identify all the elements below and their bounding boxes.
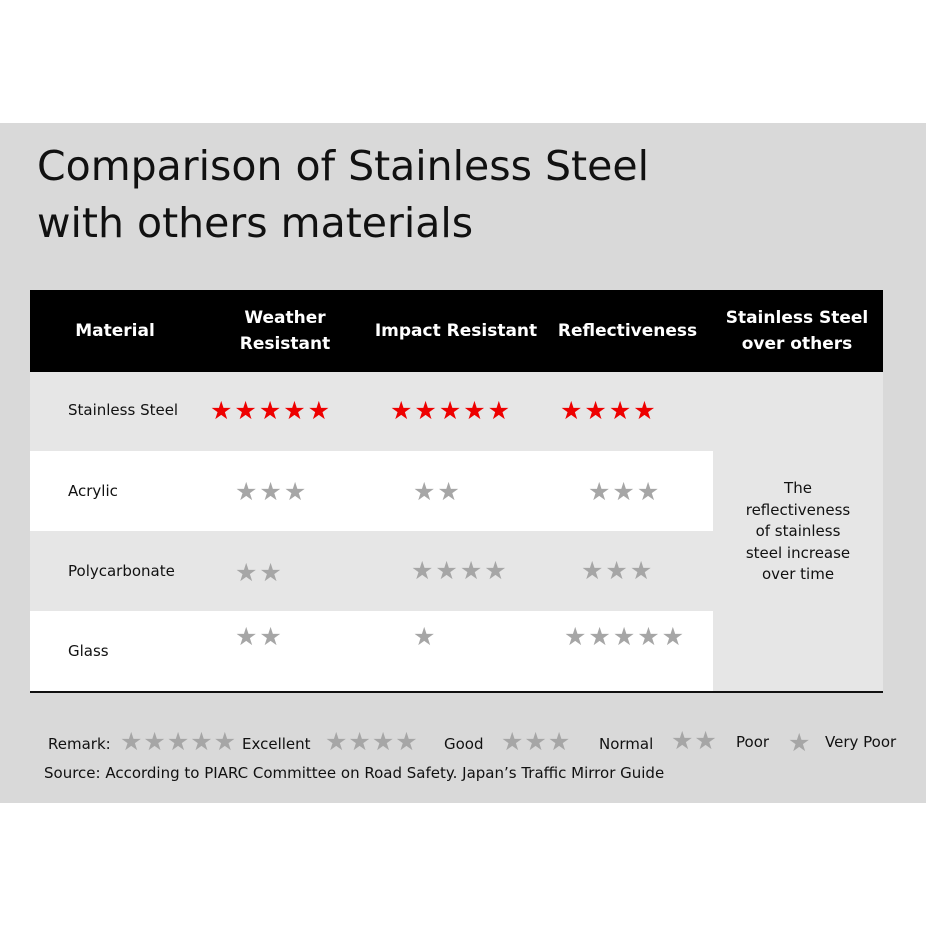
reflectiveness-note: The reflectiveness of stainless steel increase over time (745, 479, 851, 583)
legend-label-poor: Poor (736, 733, 770, 751)
table-row (30, 611, 713, 691)
reflect-rating-stars: ★★★★ (560, 396, 658, 425)
comparison-table (30, 290, 883, 692)
reflect-rating-stars: ★★★ (581, 556, 655, 585)
page-title (37, 138, 857, 252)
legend-label-excellent: Excellent (242, 735, 311, 753)
impact-rating-stars: ★★★★ (411, 556, 509, 585)
weather-rating-stars: ★★ (235, 622, 284, 651)
legend-stars-very-poor: ★ (788, 728, 812, 757)
source-citation: Source: According to PIARC Committee on Road Safety. Japan’s Traffic Mirror Guide (44, 764, 665, 782)
header-material: Material (75, 321, 155, 341)
material-label: Glass (68, 642, 109, 660)
table-row (30, 451, 713, 531)
header-weather: Weather Resistant (239, 308, 331, 354)
legend-stars-excellent: ★★★★★ (120, 727, 238, 756)
material-label: Stainless Steel (68, 401, 179, 419)
legend-label-very-poor: Very Poor (825, 733, 897, 751)
legend-stars-normal: ★★★ (501, 727, 572, 756)
legend-label-good: Good (444, 735, 484, 753)
title-line-2: with others materials (37, 199, 474, 247)
rating-legend (48, 726, 918, 758)
material-label: Acrylic (68, 482, 118, 500)
legend-stars-poor: ★★ (671, 726, 718, 755)
reflect-rating-stars: ★★★★★ (564, 622, 687, 651)
legend-label-normal: Normal (599, 735, 654, 753)
impact-rating-stars: ★ (413, 622, 438, 651)
header-impact: Impact Resistant (374, 321, 538, 341)
table-bottom-rule (30, 691, 883, 693)
remark-label: Remark: (48, 735, 111, 753)
weather-rating-stars: ★★★ (235, 477, 309, 506)
table-row (30, 372, 883, 451)
header-ss-over-others: Stainless Steel over others (725, 308, 869, 354)
header-reflectiveness: Reflectiveness (557, 321, 698, 341)
table-header (30, 290, 883, 372)
legend-stars-good: ★★★★ (325, 727, 419, 756)
material-label: Polycarbonate (68, 562, 175, 580)
impact-rating-stars: ★★★★★ (390, 396, 513, 425)
impact-rating-stars: ★★ (413, 477, 462, 506)
reflect-rating-stars: ★★★ (588, 477, 662, 506)
title-line-1: Comparison of Stainless Steel (37, 142, 649, 190)
table-row (30, 531, 713, 611)
weather-rating-stars: ★★★★★ (210, 396, 333, 425)
weather-rating-stars: ★★ (235, 558, 284, 587)
